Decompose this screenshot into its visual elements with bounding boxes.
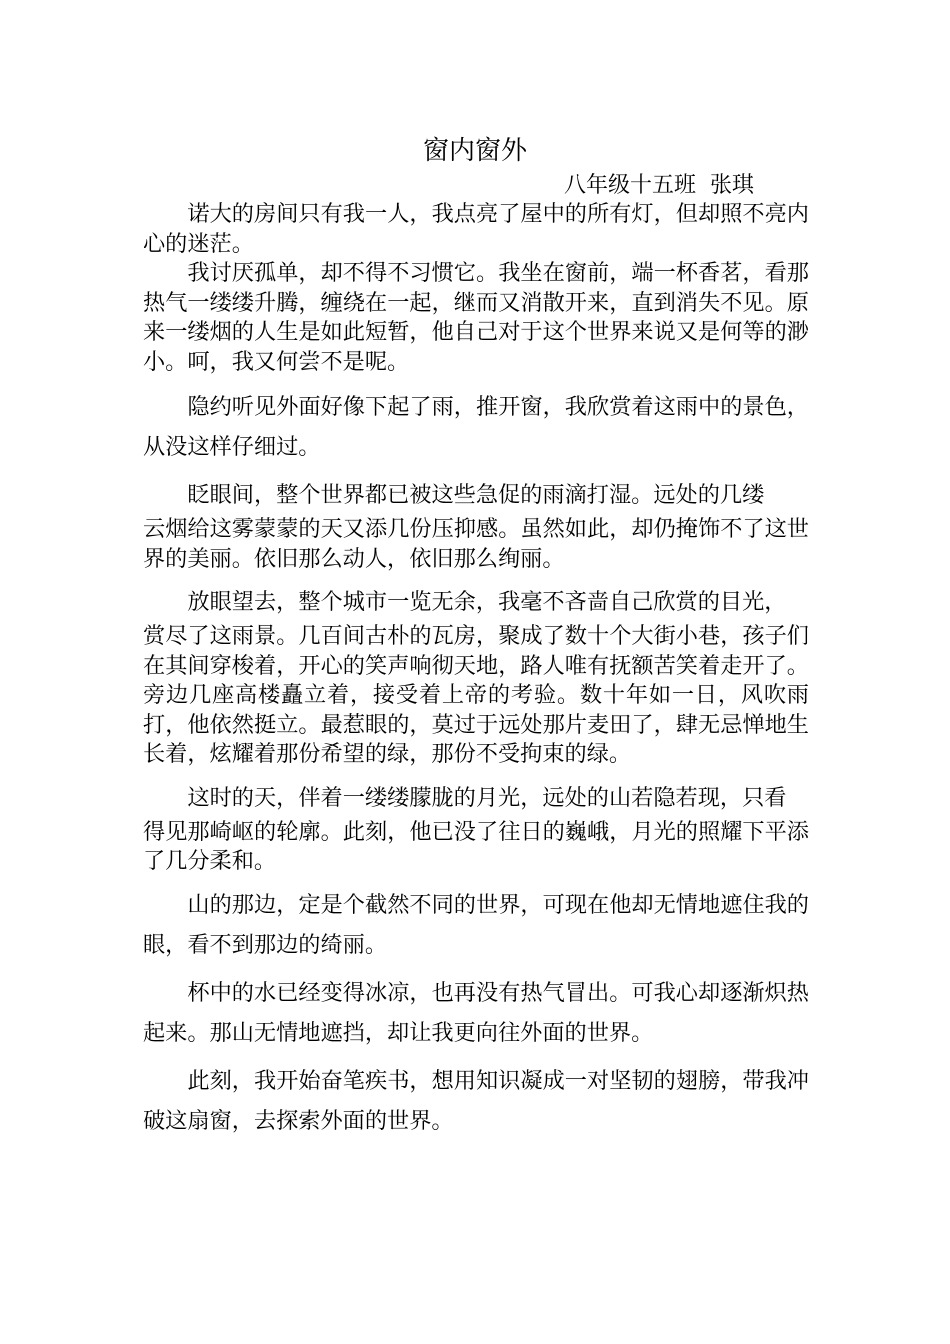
document-body [143, 200, 809, 1141]
paragraph: 我讨厌孤单，却不得不习惯它。我坐在窗前，端一杯香茗，看那热气一缕缕升腾，缠绕在一起，继而又消散开来，直到消失不见。原来一缕烟的人生是如此短暂，他自己对于这个世界来说又是何等的渺小。呵，我又何尝不是呢。 [143, 260, 809, 375]
paragraph: 山的那边，定是个截然不同的世界，可现在他却无情地遮住我的眼，看不到那边的绮丽。 [143, 891, 809, 958]
paragraph: 此刻，我开始奋笔疾书，想用知识凝成一对坚韧的翅膀，带我冲破这扇窗，去探索外面的世界。 [143, 1067, 809, 1134]
paragraph: 眨眼间，整个世界都已被这些急促的雨滴打湿。远处的几缕 [187, 482, 765, 508]
paragraph: 诺大的房间只有我一人，我点亮了屋中的所有灯，但却照不亮内心的迷茫。 [143, 201, 809, 257]
paragraph-continuation: 赏尽了这雨景。几百间古朴的瓦房，聚成了数十个大街小巷，孩子们在其间穿梭着，开心的笑声响彻天地，路人唯有抚额苦笑着走开了。旁边几座高楼矗立着，接受着上帝的考验。数十年如一日，风吹雨打，他依然挺立。最惹眼的，莫过于远处那片麦田了，肆无忌惮地生长着，炫耀着那份希望的绿，那份不受拘束的绿。 [143, 623, 809, 767]
paragraph-continuation: 得见那崎岖的轮廓。此刻，他已没了往日的巍峨，月光的照耀下平添了几分柔和。 [143, 818, 809, 874]
paragraph-continuation: 云烟给这雾蒙蒙的天又添几份压抑感。虽然如此，却仍掩饰不了这世界的美丽。依旧那么动人，依旧那么绚丽。 [143, 516, 809, 572]
paragraph: 杯中的水已经变得冰凉，也再没有热气冒出。可我心却逐渐炽热起来。那山无情地遮挡，却让我更向往外面的世界。 [143, 979, 809, 1046]
document-title: 窗内窗外 [422, 136, 527, 166]
paragraph: 隐约听见外面好像下起了雨，推开窗，我欣赏着这雨中的景色，从没这样仔细过。 [143, 394, 809, 460]
author-line: 八年级十五班 张琪 [564, 173, 754, 198]
paragraph: 放眼望去，整个城市一览无余，我毫不吝啬自己欣赏的目光， [187, 589, 787, 615]
paragraph: 这时的天，伴着一缕缕朦胧的月光，远处的山若隐若现，只看 [187, 784, 787, 811]
